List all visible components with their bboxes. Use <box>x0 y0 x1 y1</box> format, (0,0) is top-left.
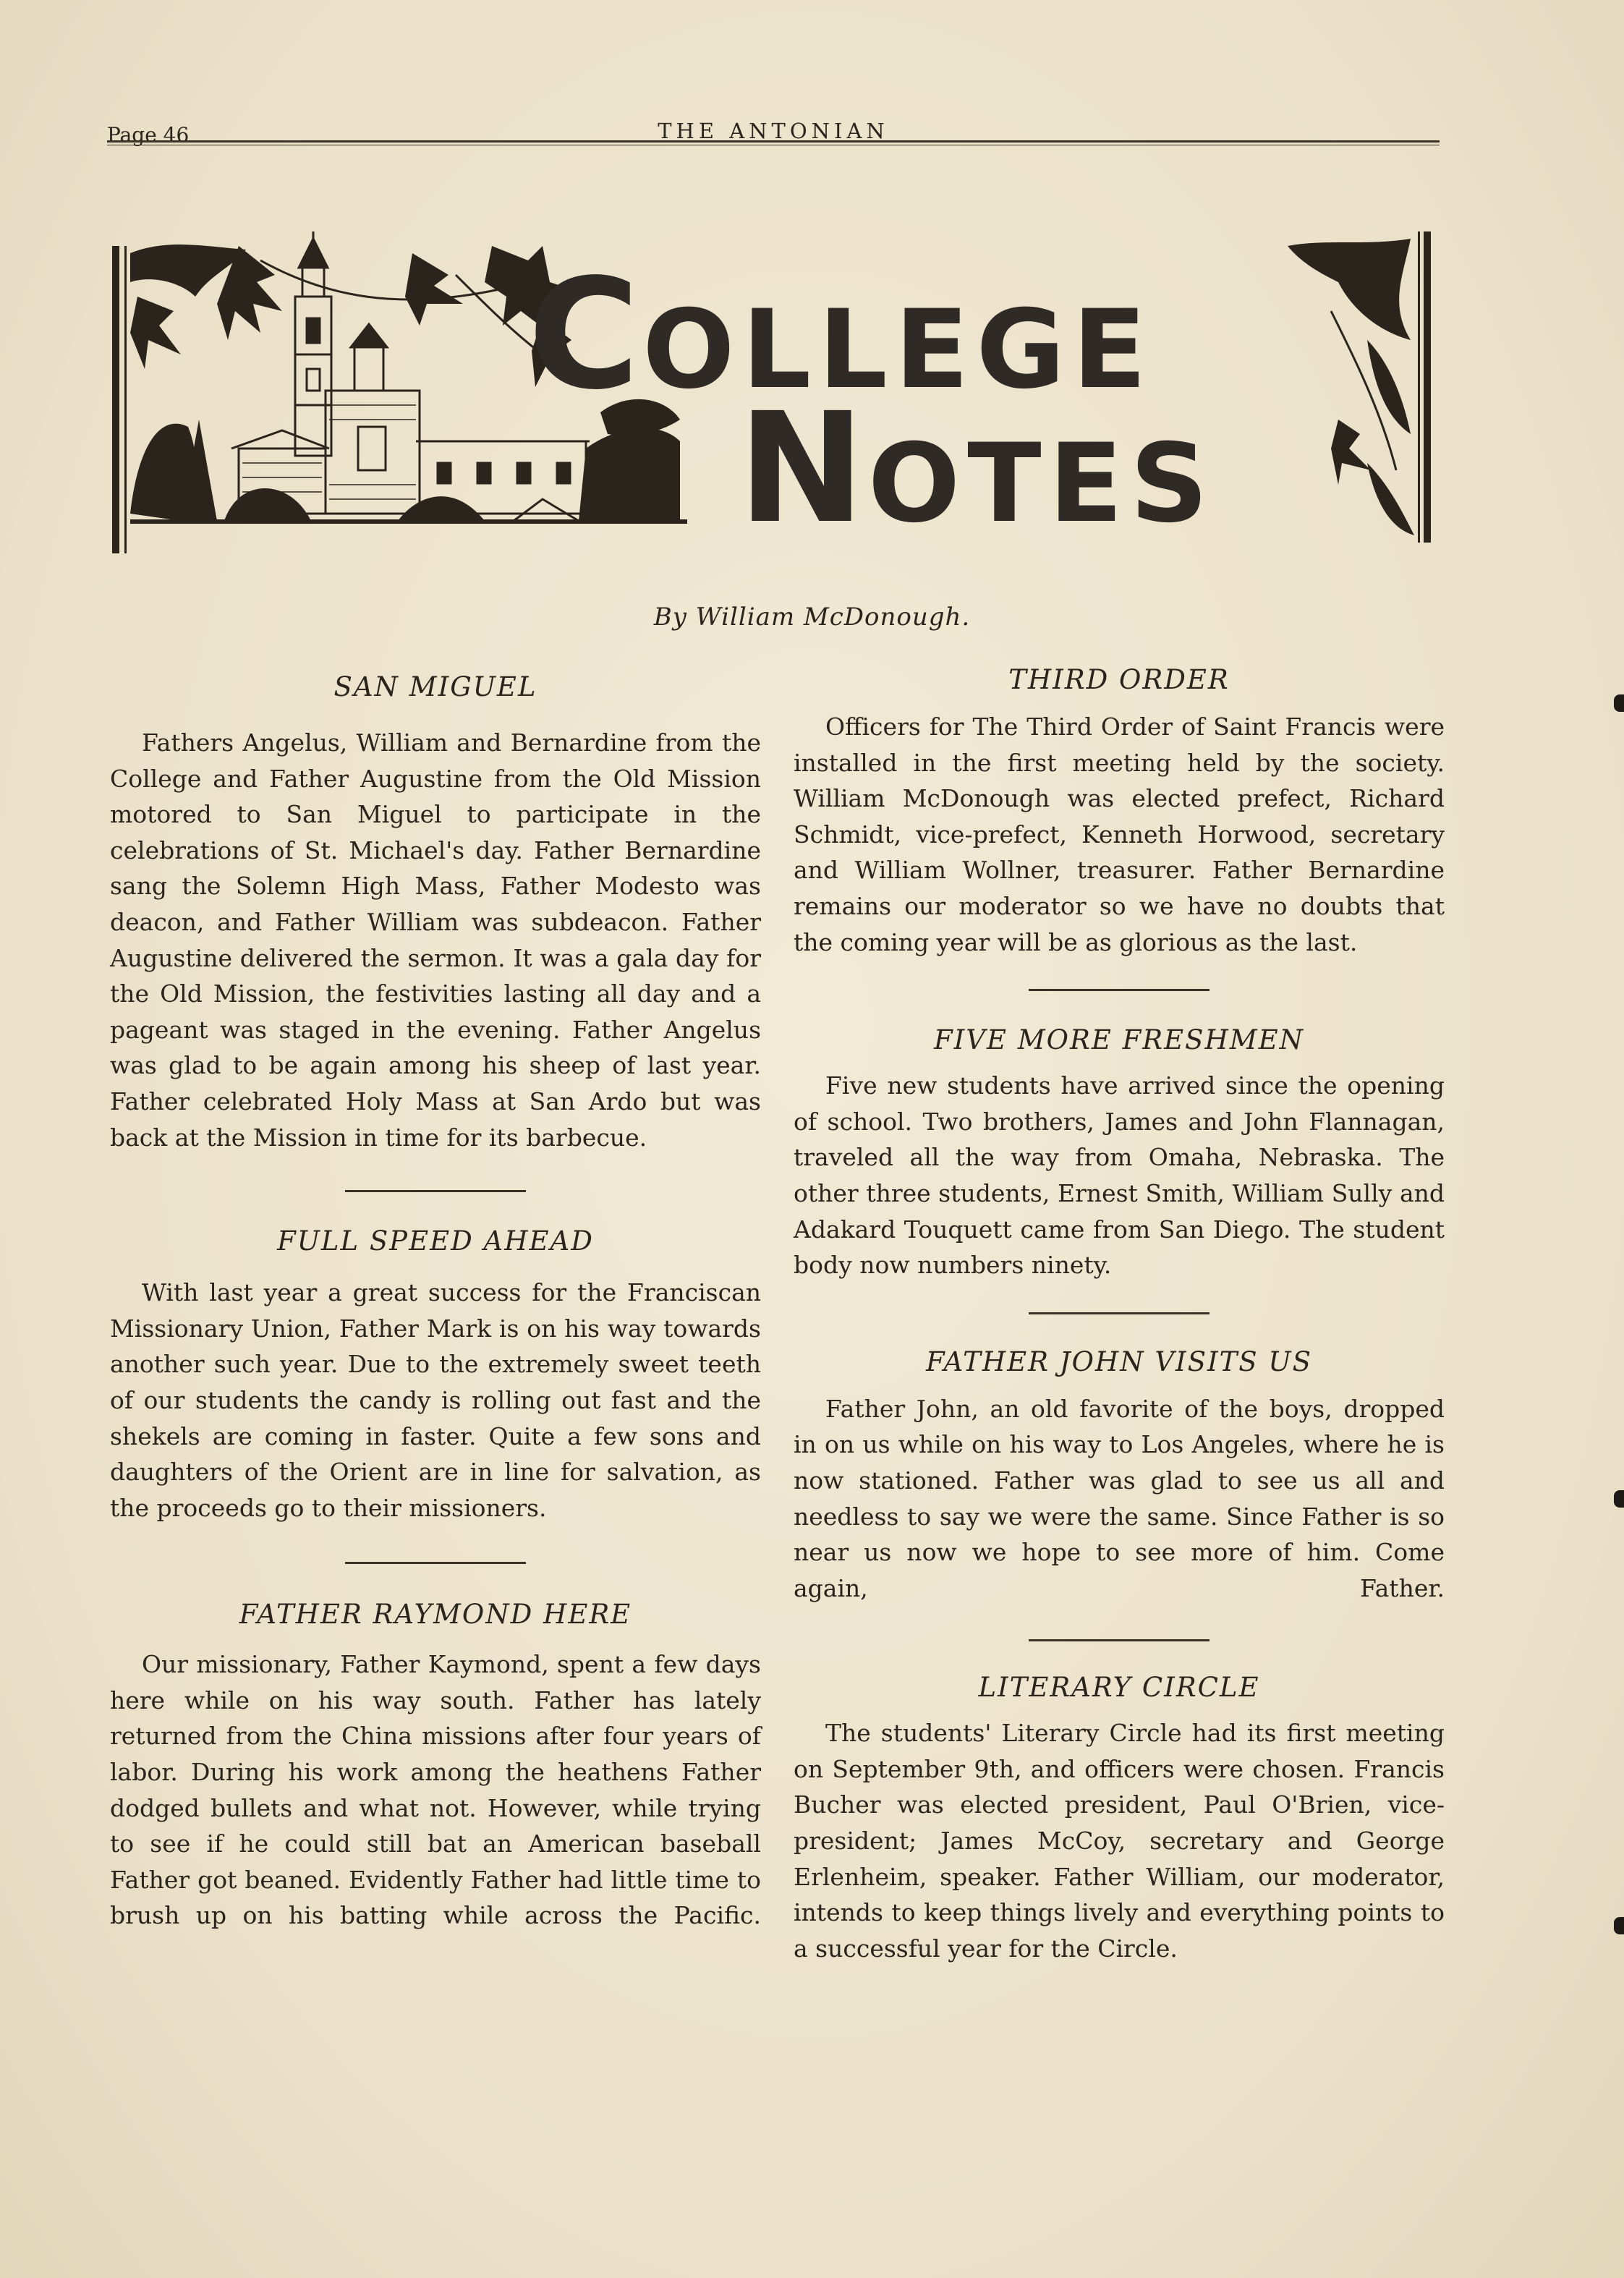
article-body: With last year a great success for the Franciscan Missionary Union, Father Mark is on his way towards another such year. Due to the extremely sweet teeth of our students the candy is rolling out fast and the shekels are coming in faster. Quite a few sons and daughters of the Orient are in line for salvation, as the proceeds go to their missioners. <box>110 1278 761 1522</box>
banner-title-college: COLLEGE <box>528 246 1154 423</box>
article-third-order <box>794 658 1445 960</box>
article-san-miguel <box>110 666 761 1155</box>
right-column <box>794 658 1445 1966</box>
left-column <box>110 666 761 1934</box>
section-divider <box>1029 1639 1210 1641</box>
banner-title-notes: NOTES <box>738 380 1216 557</box>
article-body: The students' Literary Circle had its first meeting on September 9th, and officers were chosen. Francis Bucher was elected president, Paul O'Brien, vice-president; James McCoy, secretary and George Erlenheim, speaker. Father William, our moderator, intends to keep things lively and everything points to a successful year for the Circle. <box>794 1719 1445 1963</box>
article-father-john-visits-us <box>794 1340 1445 1607</box>
article-heading: LITERARY CIRCLE <box>978 1672 1260 1704</box>
article-body: Officers for The Third Order of Saint Francis were installed in the first meeting held by the society. William McDonough was elected prefect, Richard Schmidt, vice-prefect, Kenneth Horwood, secretary and William Wollner, treasurer. Father Bernardine remains our moderator so we have no doubts that the coming year will be as glorious as the last. <box>794 713 1445 956</box>
article-body: Five new students have arrived since the opening of school. Two brothers, James and John Flannagan, traveled all the way from Omaha, Nebraska. The other three students, Ernest Smith, William Sully and Adakard Touquett came from San Diego. The student body now numbers ninety. <box>794 1071 1445 1280</box>
article-five-more-freshmen <box>794 1019 1445 1283</box>
section-banner <box>109 231 1436 557</box>
binding-mark <box>1614 1917 1624 1934</box>
section-divider <box>1029 1312 1210 1314</box>
article-heading: FATHER JOHN VISITS US <box>926 1346 1312 1377</box>
article-father-raymond-here <box>110 1593 761 1934</box>
article-full-speed-ahead <box>110 1220 761 1526</box>
section-divider <box>345 1562 526 1564</box>
article-literary-circle <box>794 1666 1445 1966</box>
article-body: Father John, an old favorite of the boys, dropped in on us while on his way to Los Angeles, where he is now stationed. Father was glad to see us all and needless to say we were the same. Since Father is so near us now we hope to see more of him. Come again, Father. <box>794 1394 1445 1602</box>
journal-title: THE ANTONIAN <box>658 119 889 143</box>
header-rule <box>107 140 1440 145</box>
article-heading: FIVE MORE FRESHMEN <box>933 1024 1305 1056</box>
page-number: Page 46 <box>107 123 190 147</box>
article-body: Fathers Angelus, William and Bernardine from the College and Father Augustine from the Old Mission motored to San Miguel to participate in the celebrations of St. Michael's day. Father Bernardine sang the Solemn High Mass, Father Modesto was deacon, and Father William was subdeacon. Father Augustine delivered the sermon. It was a gala day for the Old Mission, the festivities lasting all day and a pageant was staged in the evening. Father Angelus was glad to be again among his sheep of last year. Father celebrated Holy Mass at San Ardo but was back at the Mission in time for its barbecue. <box>110 728 761 1152</box>
article-heading: SAN MIGUEL <box>333 671 537 702</box>
binding-mark <box>1614 694 1624 712</box>
article-body: Our missionary, Father Kaymond, spent a few days here while on his way south. Father has lately returned from the China missions after four years of labor. During his work among the heathens Father dodged bullets and what not. However, while trying to see if he could still bat an American baseball Father got beaned. Evidently Father had little time to brush up on his batting while across the Pacific. <box>110 1650 761 1930</box>
section-divider <box>1029 989 1210 991</box>
binding-mark <box>1614 1490 1624 1508</box>
article-heading: FULL SPEED AHEAD <box>277 1225 594 1257</box>
article-heading: FATHER RAYMOND HERE <box>239 1599 632 1631</box>
article-heading: THIRD ORDER <box>1008 664 1230 695</box>
byline: By William McDonough. <box>653 603 971 632</box>
section-divider <box>345 1190 526 1192</box>
